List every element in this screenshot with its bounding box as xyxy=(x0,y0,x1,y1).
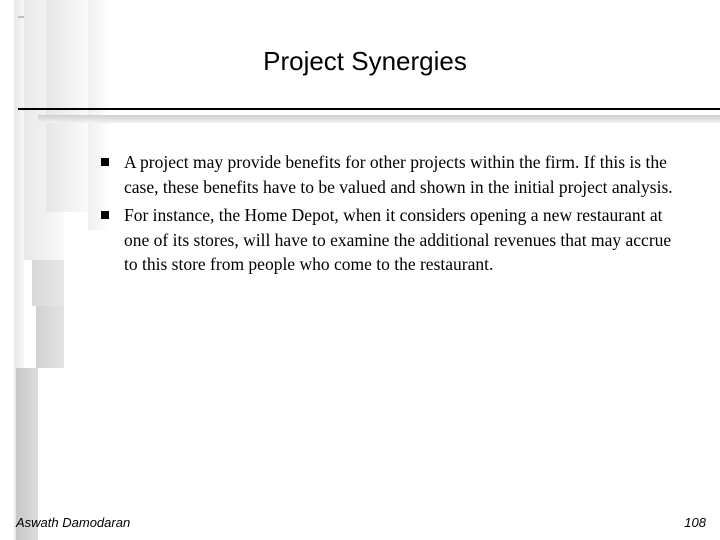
square-bullet-icon xyxy=(101,211,109,219)
decorative-bar xyxy=(32,260,64,306)
slide-title: Project Synergies xyxy=(263,46,467,76)
bullet-list xyxy=(98,150,688,281)
square-bullet-icon xyxy=(101,158,109,166)
footer-author: Aswath Damodaran xyxy=(16,515,131,530)
page-number: 108 xyxy=(684,515,706,530)
bullet-text: A project may provide benefits for other projects within the firm. If this is the case, these benefits have to be valued and shown in the initial project analysis. xyxy=(124,152,673,197)
title-rule-shadow xyxy=(38,115,720,123)
decorative-bar xyxy=(46,0,88,212)
decorative-bar xyxy=(36,306,64,368)
decorative-bar xyxy=(18,16,24,18)
bullet-text: For instance, the Home Depot, when it considers opening a new restaurant at one of its stores, will have to examine the additional revenues that may accrue to this store from people who come to the restaurant. xyxy=(124,205,672,274)
bullet-item xyxy=(98,203,688,277)
bullet-item xyxy=(98,150,688,199)
title-rule xyxy=(18,108,720,110)
